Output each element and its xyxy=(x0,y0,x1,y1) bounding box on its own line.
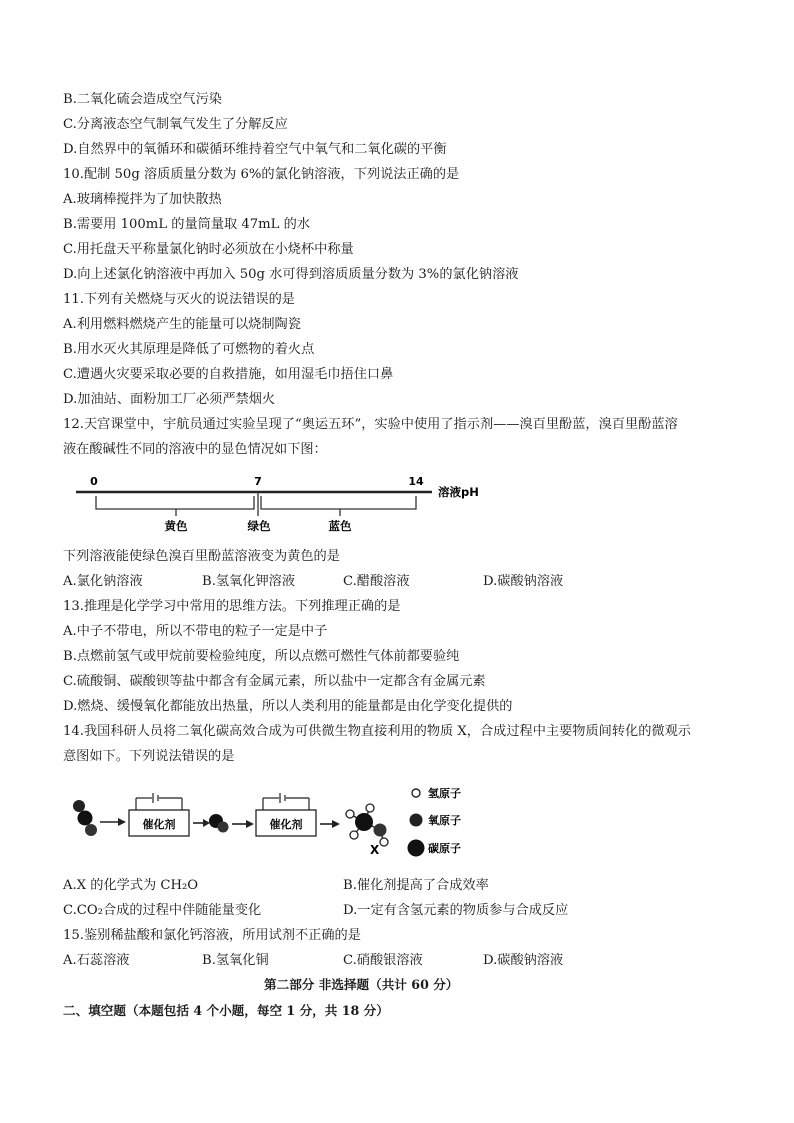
q9-option-c: C.分离液态空气制氧气发生了分解反应 xyxy=(63,117,288,132)
hydrogen-atom-icon xyxy=(412,789,420,797)
q13-stem: 13.推理是化学学习中常用的思维方法。下列推理正确的是 xyxy=(63,599,401,614)
atom-legend xyxy=(408,786,462,857)
ph-tick-7: 7 xyxy=(254,475,262,488)
blue-range-bracket xyxy=(261,496,416,509)
q9-option-d: D.自然界中的氧循环和碳循环维持着空气中氧气和二氧化碳的平衡 xyxy=(63,142,447,157)
q12-stem-line1: 12.天宫课堂中，宇航员通过实验呈现了“奥运五环”，实验中使用了指示剂——溴百里酚蓝，溴百里酚蓝溶 xyxy=(63,417,678,432)
yellow-range-bracket xyxy=(96,496,254,509)
q11-option-a: A.利用燃料燃烧产生的能量可以烧制陶瓷 xyxy=(63,317,301,332)
q15-option-a: A.石蕊溶液 xyxy=(63,953,130,968)
q10-option-d: D.向上述氯化钠溶液中再加入 50g 水可得到溶质质量分数为 3%的氯化钠溶液 xyxy=(63,267,519,282)
ph-indicator-figure xyxy=(68,472,508,542)
q13-option-b: B.点燃前氢气或甲烷前要检验纯度，所以点燃可燃性气体前都要验纯 xyxy=(63,649,460,664)
co-molecule-icon xyxy=(209,814,229,833)
q12-option-a: A.氯化钠溶液 xyxy=(63,574,143,589)
q11-stem: 11.下列有关燃烧与灭火的说法错误的是 xyxy=(63,292,295,307)
q11-option-d: D.加油站、面粉加工厂必须严禁烟火 xyxy=(63,392,276,407)
q10-option-b: B.需要用 100mL 的量筒量取 47mL 的水 xyxy=(63,217,311,232)
q15-stem: 15.鉴别稀盐酸和氯化钙溶液，所用试剂不正确的是 xyxy=(63,928,361,943)
green-label: 绿色 xyxy=(247,519,271,533)
ph-tick-0: 0 xyxy=(90,475,98,488)
legend-hydrogen-label: 氢原子 xyxy=(428,787,461,800)
co2-molecule-icon xyxy=(73,800,97,836)
q12-option-c: C.醋酸溶液 xyxy=(343,574,410,589)
arrow-right-icon xyxy=(320,820,340,828)
q14-option-c: C.CO₂合成的过程中伴随能量变化 xyxy=(63,903,262,918)
catalyst-box-1 xyxy=(129,793,189,836)
q13-option-a: A.中子不带电，所以不带电的粒子一定是中子 xyxy=(63,624,328,639)
q14-option-b: B.催化剂提高了合成效率 xyxy=(343,878,489,893)
q14-option-d: D.一定有含氢元素的物质参与合成反应 xyxy=(343,903,569,918)
arrow-right-icon xyxy=(100,818,126,826)
q10-stem: 10.配制 50g 溶质质量分数为 6%的氯化钠溶液，下列说法正确的是 xyxy=(63,167,460,182)
x-molecule-icon xyxy=(346,804,388,846)
q11-option-c: C.遭遇火灾要采取必要的自救措施，如用湿毛巾捂住口鼻 xyxy=(63,367,394,382)
q15-option-c: C.硝酸银溶液 xyxy=(343,953,423,968)
q12-question: 下列溶液能使绿色溴百里酚蓝溶液变为黄色的是 xyxy=(63,549,340,564)
q15-option-b: B.氢氧化铜 xyxy=(202,953,269,968)
yellow-label: 黄色 xyxy=(164,519,188,533)
arrow-right-icon xyxy=(232,820,254,828)
q12-stem-line2: 液在酸碱性不同的溶液中的显色情况如下图： xyxy=(63,442,327,457)
oxygen-atom-icon xyxy=(410,814,423,827)
q13-option-d: D.燃烧、缓慢氧化都能放出热量，所以人类利用的能量都是由化学变化提供的 xyxy=(63,699,513,714)
catalyst-label-1: 催化剂 xyxy=(142,818,176,831)
legend-carbon-label: 碳原子 xyxy=(428,842,461,855)
reaction-scheme-figure xyxy=(66,780,486,866)
q11-option-b: B.用水灭火其原理是降低了可燃物的着火点 xyxy=(63,342,315,357)
q10-option-c: C.用托盘天平称量氯化钠时必须放在小烧杯中称量 xyxy=(63,242,354,257)
carbon-atom-icon xyxy=(408,840,425,857)
q14-stem-line2: 意图如下。下列说法错误的是 xyxy=(63,749,235,764)
arrow-right-icon xyxy=(193,819,210,827)
legend-oxygen-label: 氧原子 xyxy=(428,814,461,827)
catalyst-label-2: 催化剂 xyxy=(269,818,303,831)
product-x-label: X xyxy=(370,843,380,857)
section-two-title: 二、填空题（本题包括 4 个小题，每空 1 分，共 18 分） xyxy=(63,1003,389,1018)
catalyst-box-2 xyxy=(256,793,316,836)
q10-option-a: A.玻璃棒搅拌为了加快散热 xyxy=(63,192,222,207)
q14-stem-line1: 14.我国科研人员将二氧化碳高效合成为可供微生物直接利用的物质 X，合成过程中主要物质间转化的微观示 xyxy=(63,724,691,739)
part-two-title: 第二部分 非选择题（共计 60 分） xyxy=(264,977,459,992)
q9-option-b: B.二氧化硫会造成空气污染 xyxy=(63,92,222,107)
q12-option-b: B.氢氧化钾溶液 xyxy=(202,574,296,589)
q15-option-d: D.碳酸钠溶液 xyxy=(483,953,564,968)
ph-axis-label: 溶液pH xyxy=(438,485,479,499)
blue-label: 蓝色 xyxy=(328,519,352,533)
q13-option-c: C.硫酸铜、碳酸钡等盐中都含有金属元素，所以盐中一定都含有金属元素 xyxy=(63,674,486,689)
q12-option-d: D.碳酸钠溶液 xyxy=(483,574,564,589)
q14-option-a: A.X 的化学式为 CH₂O xyxy=(63,878,199,893)
ph-tick-14: 14 xyxy=(408,475,424,488)
